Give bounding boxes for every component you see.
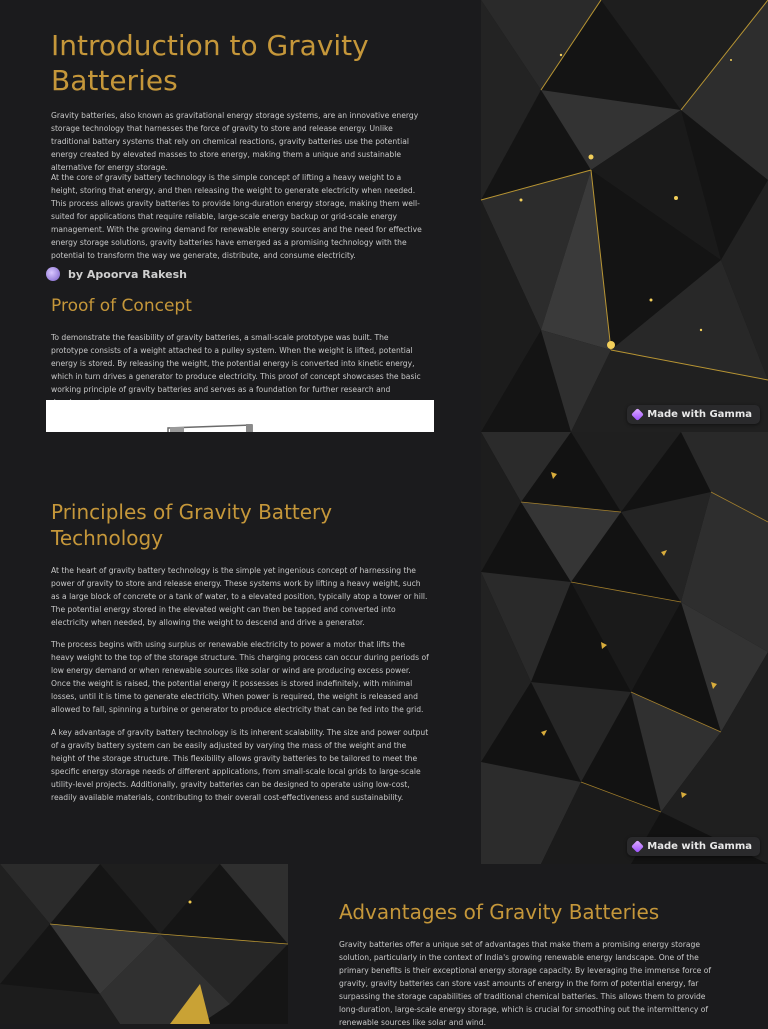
principles-paragraph-1: At the heart of gravity battery technology is the simple yet ingenious concept of harnessing the power of gravity to store and release energy. These systems work by lifting a heavy weight, such as a large block of concrete or a tank of water, to a elevated position, typically atop a tower or hill. The potential energy stored in the elevated weight can then be tapped and converted into electricity when needed, by allowing the weight to descend and drive a generator. — [51, 566, 428, 627]
made-with-gamma-button[interactable] — [627, 405, 760, 424]
badge-label: Made with Gamma — [647, 841, 752, 852]
slide-advantages — [0, 864, 768, 1027]
advantages-paragraph-1: Gravity batteries offer a unique set of advantages that make them a promising energy storage solution, particularly in the context of India's growing renewable energy landscape. One of the primary benefits is their exceptional energy storage capacity. By leveraging the immense force of gravity, gravity batteries can store vast amounts of energy in the form of potential energy, far surpassing the storage capabilities of traditional chemical batteries. This allows them to provide long-duration, large-scale energy storage, which is crucial for smoothing out the intermittency of renewable sources like solar and wind. — [339, 940, 712, 1027]
proof-paragraph: To demonstrate the feasibility of gravity batteries, a small-scale prototype was built. The prototype consists of a weight attached to a pulley system. When the weight is lifted, potential energy is stored. By releasing the weight, the potential energy is converted into kinetic energy, which in turn drives a generator to produce electricity. This proof of concept showcases the basic working principle of gravity batteries and serves as a foundation for further research and — [51, 333, 421, 394]
decorative-art — [481, 432, 768, 864]
prototype-image — [46, 400, 434, 432]
avatar — [46, 267, 60, 281]
decorative-art — [0, 864, 288, 1024]
gamma-logo-icon — [631, 408, 644, 421]
slide-principles — [0, 432, 768, 864]
principles-paragraph-3: A key advantage of gravity battery technology is its inherent scalability. The size and power output of a gravity battery system can be easily adjusted by varying the mass of the weight and the height of the storage structure. This flexibility allows gravity batteries to be tailored to meet the specific energy storage needs of different applications, from small-scale local grids to large-scale utility-level projects. Additionally, gravity batteries can be designed to operate using low-cost, readily available materials, contributing to their overall cost-effectiveness and sustainability. — [51, 728, 429, 802]
slide-title: Introduction to Gravity Batteries — [51, 29, 369, 97]
slide-introduction — [0, 0, 768, 432]
gamma-logo-icon — [631, 840, 644, 853]
intro-paragraph-1: Gravity batteries, also known as gravitational energy storage systems, are an innovative energy storage technology that harnesses the force of gravity to store and release energy. Unlike traditional battery systems that rely on chemical reactions, gravity batteries use the potential energy created by elevated masses to store energy, making them a unique and sustainable alternative for energy storage. — [51, 111, 419, 172]
made-with-gamma-button[interactable] — [627, 837, 760, 856]
principles-paragraph-2: The process begins with using surplus or renewable electricity to power a motor that lifts the heavy weight to the top of the storage structure. This charging process can occur during periods of low energy demand or when renewable sources like solar or wind are producing excess power. Once the weight is raised, the potential energy it possesses is stored indefinitely, with minimal losses, until it is time to generate electricity. When power is required, the weight is released and allowed to fall, spinning a turbine or generator to produce electricity that can be fed into the grid. — [51, 640, 429, 714]
badge-label: Made with Gamma — [647, 409, 752, 420]
author-name: by Apoorva Rakesh — [68, 267, 187, 281]
decorative-art — [481, 0, 768, 432]
author-byline — [46, 267, 187, 281]
section-subtitle: Proof of Concept — [51, 296, 192, 316]
slide-title: Advantages of Gravity Batteries — [339, 900, 660, 924]
slide-title: Principles of Gravity Battery Technology — [51, 500, 333, 550]
intro-paragraph-2: At the core of gravity battery technology is the simple concept of lifting a heavy weight to a height, storing that energy, and then releasing the weight to generate electricity when needed. This process allows gravity batteries to provide long-duration energy storage, making them well-suited for applications that require reliable, large-scale energy backup or grid-scale energy management. With the growing demand for renewable energy sources and the need for effective energy storage solutions, gravity batteries have emerged as a promising technology with the potential to transform the way we generate, distribute, and consume electricity. — [51, 173, 422, 260]
